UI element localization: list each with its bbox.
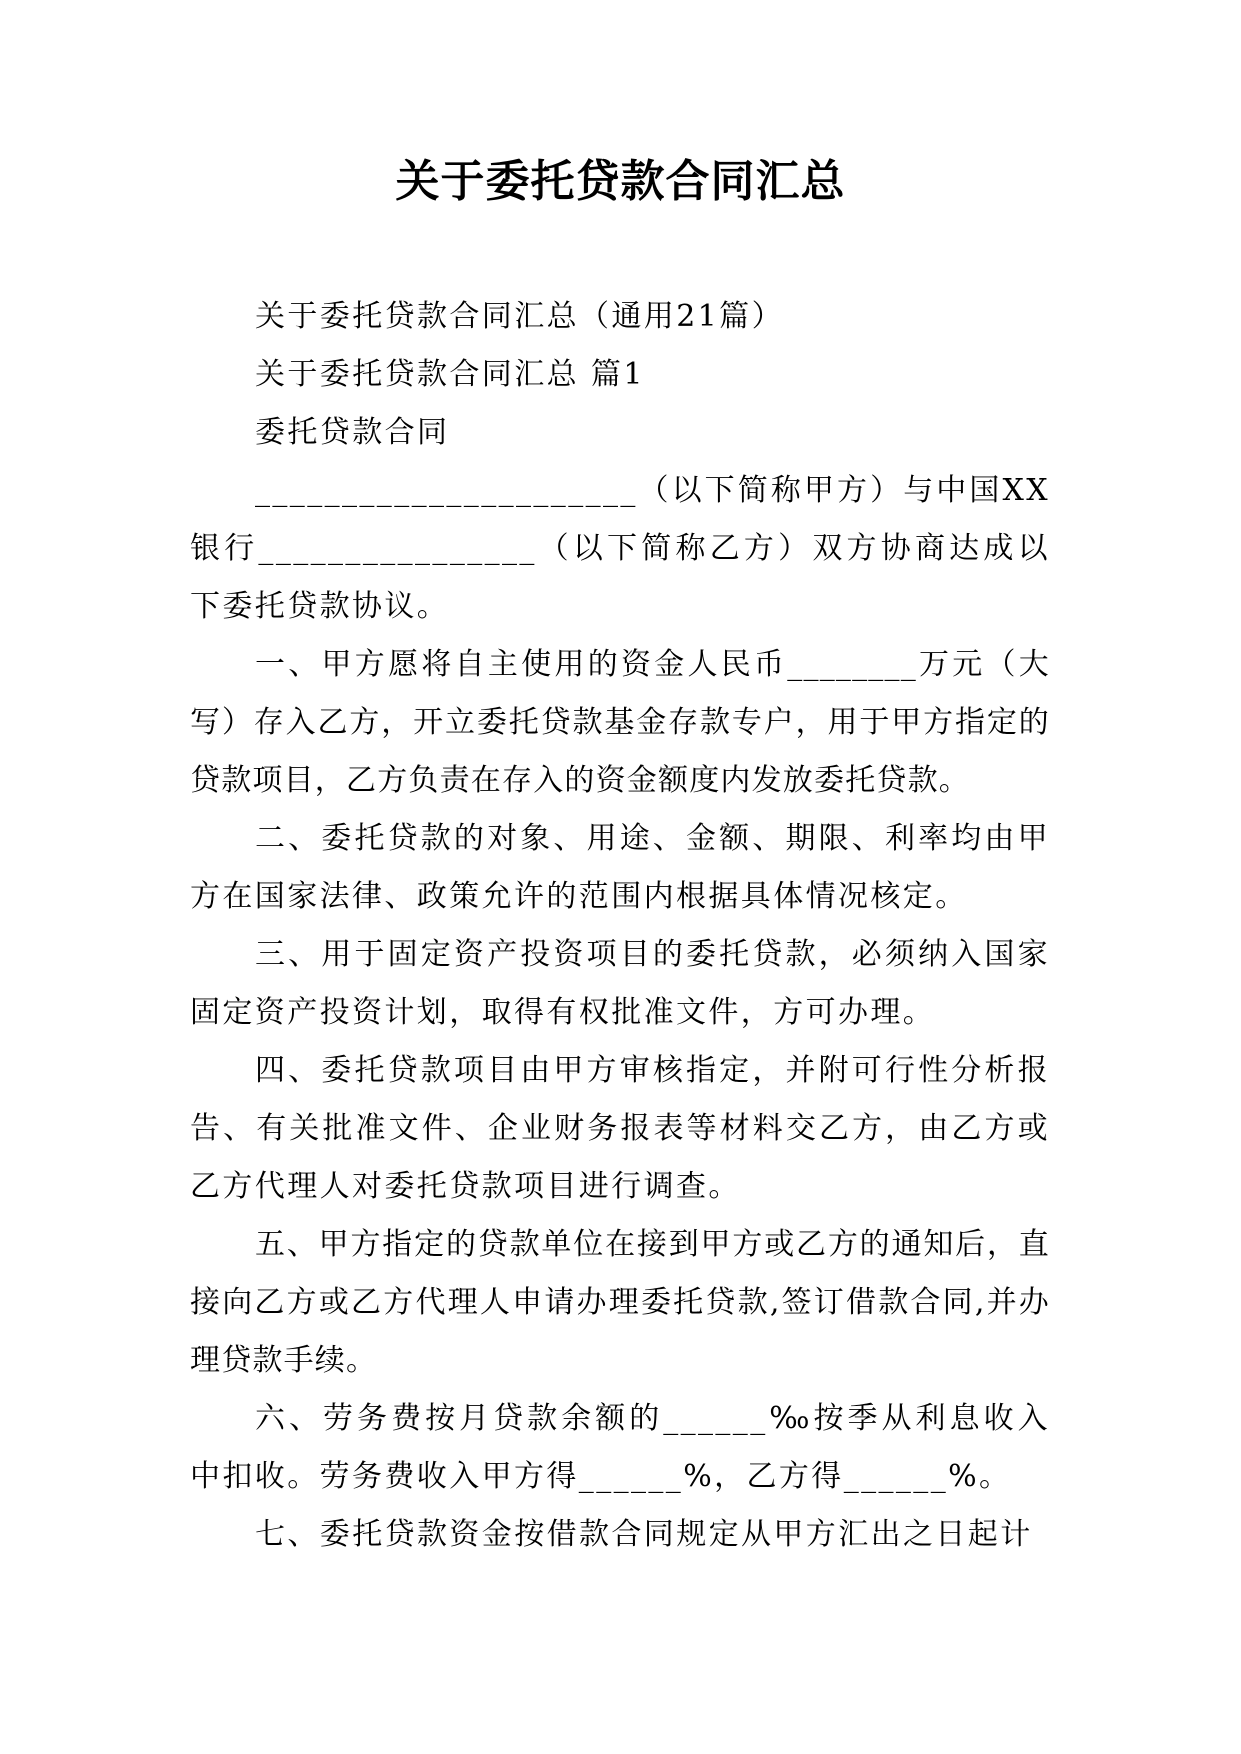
clause-4: 四、委托贷款项目由甲方审核指定，并附可行性分析报告、有关批准文件、企业财务报表等材料交乙方，由乙方或乙方代理人对委托贷款项目进行调查。 <box>190 1053 1050 1204</box>
clause-5: 五、甲方指定的贷款单位在接到甲方或乙方的通知后，直接向乙方或乙方代理人申请办理委托贷款,签订借款合同,并办理贷款手续。 <box>190 1227 1050 1378</box>
clause-6: 六、劳务费按月贷款余额的______‰按季从利息收入中扣收。劳务费收入甲方得______%，乙方得______%。 <box>190 1401 1050 1494</box>
subtitle-paragraph: 关于委托贷款合同汇总（通用21篇） <box>255 299 784 334</box>
clause-1: 一、甲方愿将自主使用的资金人民币________万元（大写）存入乙方，开立委托贷款基金存款专户，用于甲方指定的贷款项目，乙方负责在存入的资金额度内发放委托贷款。 <box>190 647 1050 798</box>
document-body <box>190 288 1050 1564</box>
section-heading: 关于委托贷款合同汇总 篇1 <box>255 357 645 392</box>
clause-2: 二、委托贷款的对象、用途、金额、期限、利率均由甲方在国家法律、政策允许的范围内根据具体情况核定。 <box>190 821 1050 914</box>
clause-7: 七、委托贷款资金按借款合同规定从甲方汇出之日起计 <box>255 1517 1033 1552</box>
document-title: 关于委托贷款合同汇总 <box>395 156 846 207</box>
parties-paragraph: ______________________（以下简称甲方）与中国XX银行________________（以下简称乙方）双方协商达成以下委托贷款协议。 <box>190 473 1050 624</box>
contract-heading: 委托贷款合同 <box>255 415 450 450</box>
clause-3: 三、用于固定资产投资项目的委托贷款，必须纳入国家固定资产投资计划，取得有权批准文件，方可办理。 <box>190 937 1050 1030</box>
